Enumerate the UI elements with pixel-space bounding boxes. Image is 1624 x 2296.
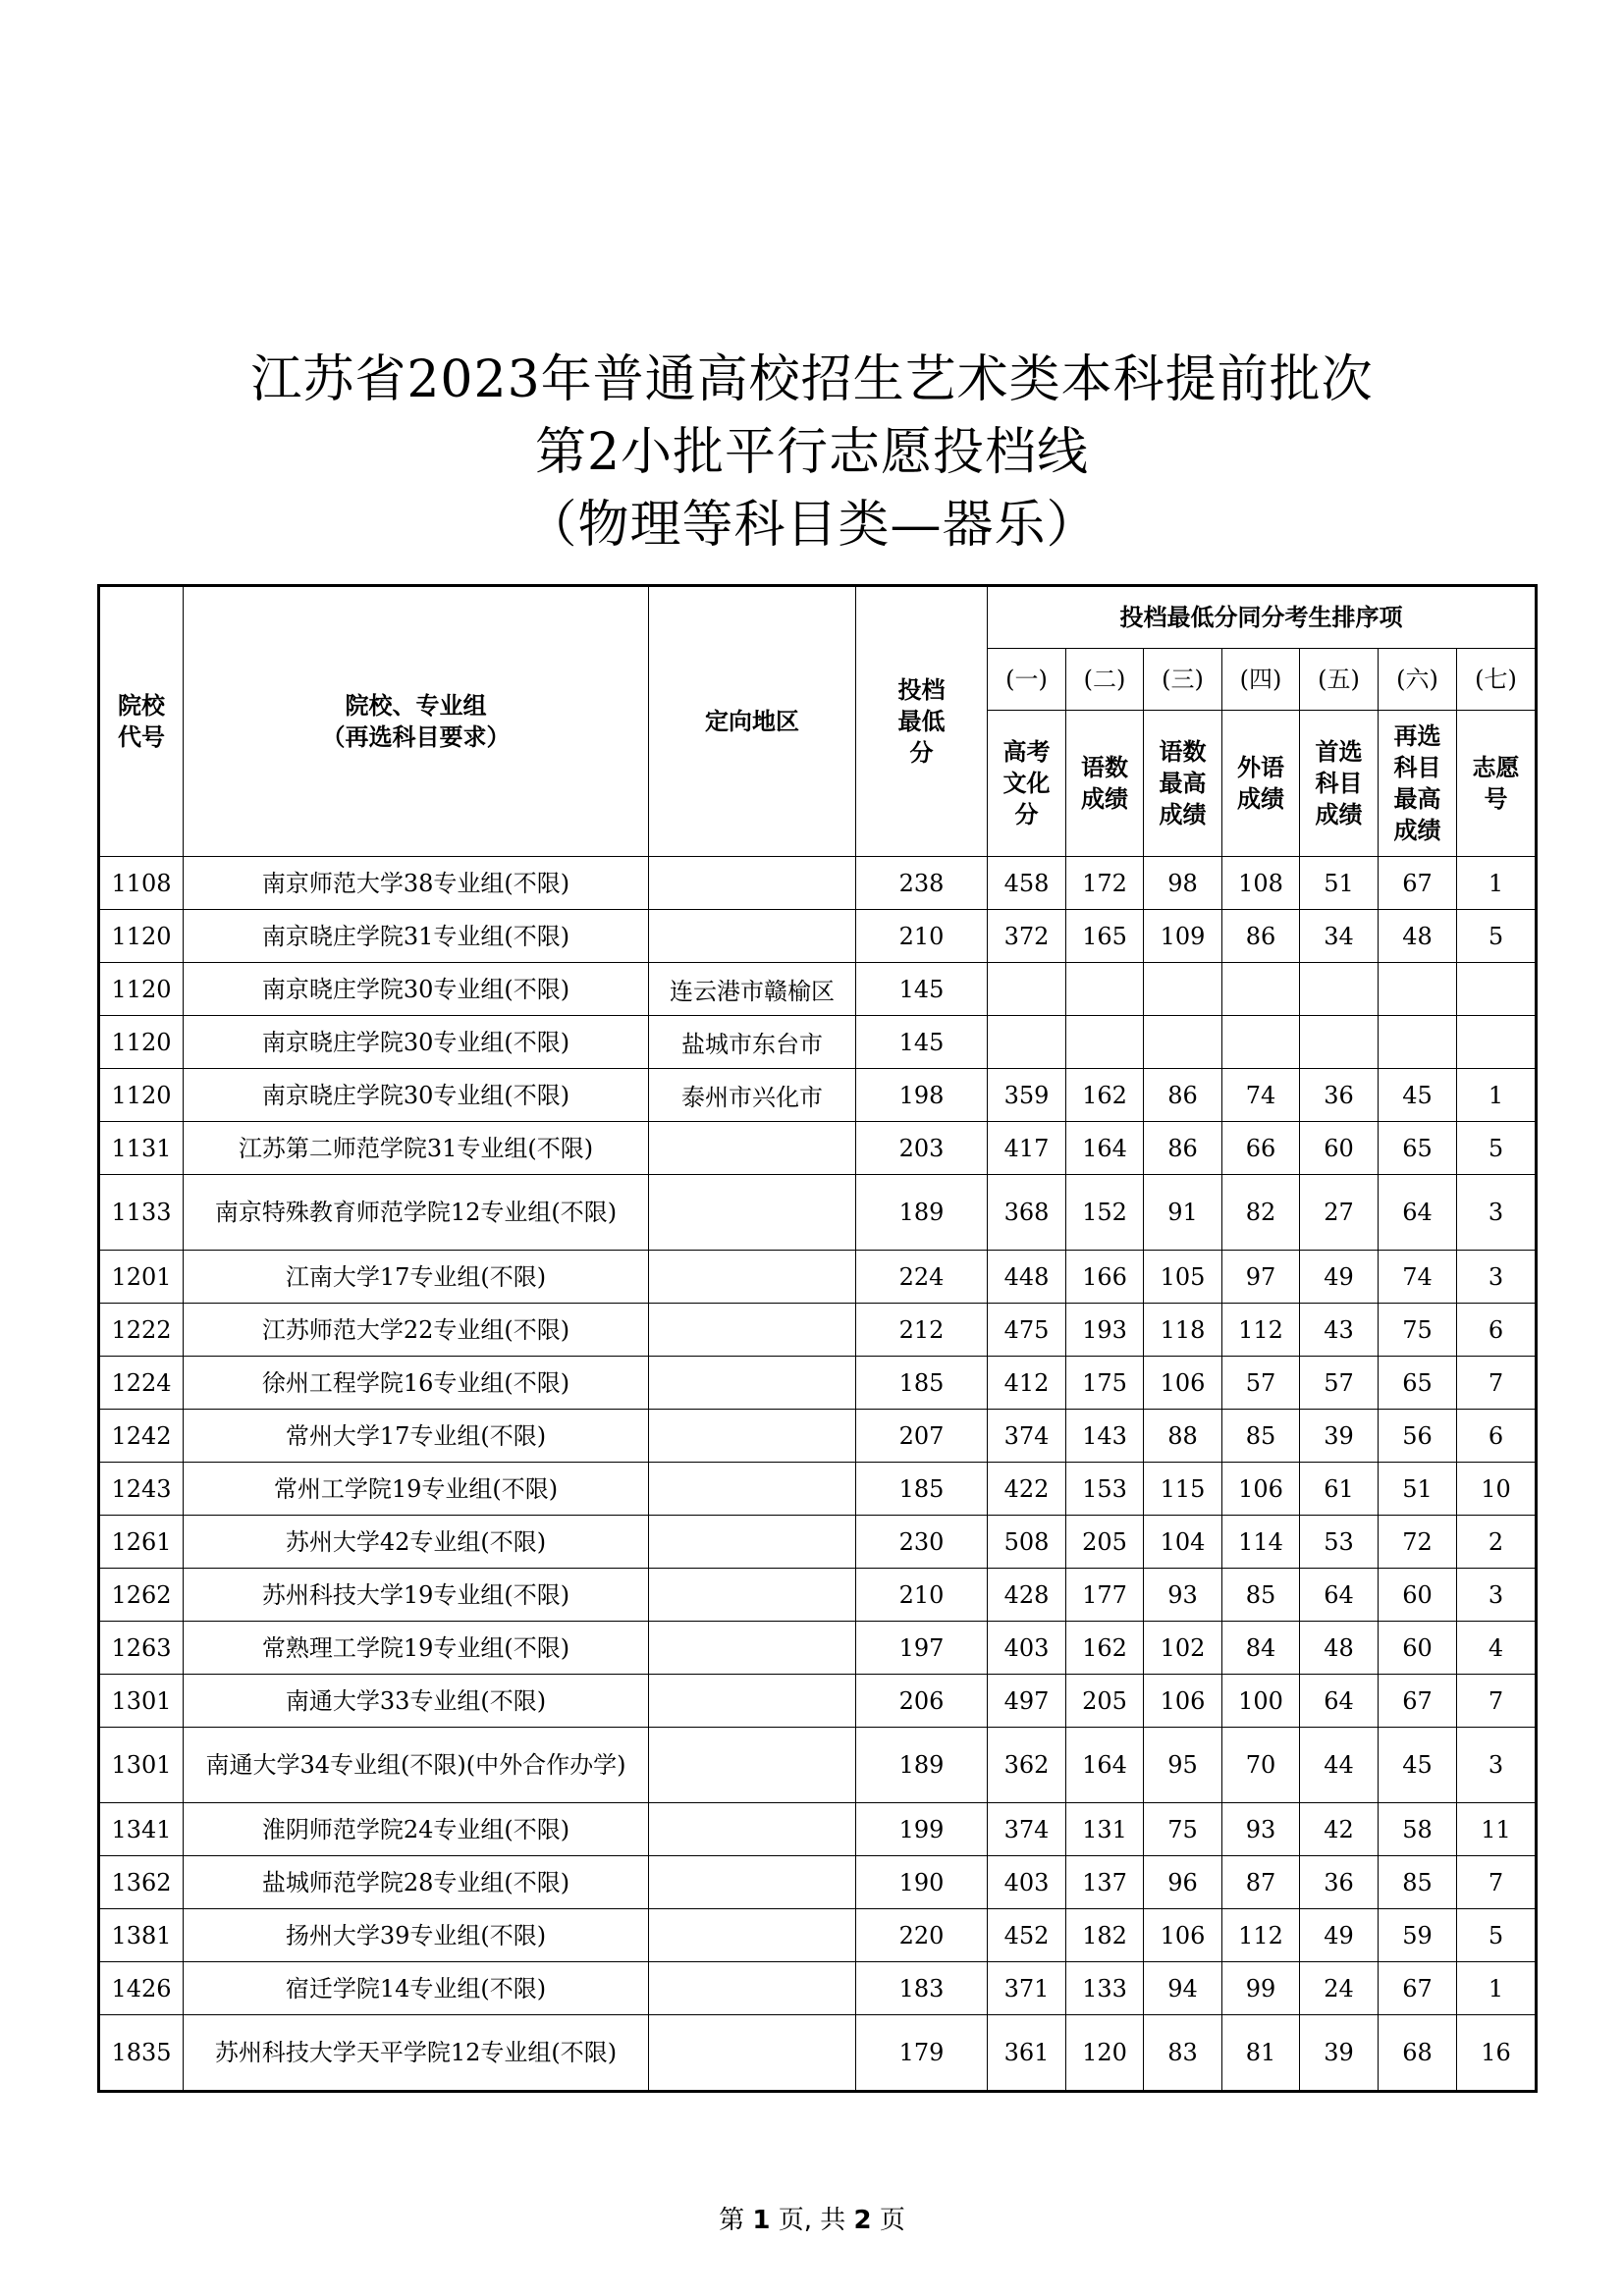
cell-first-subject: 49 xyxy=(1300,1251,1379,1304)
cell-reselect-max: 64 xyxy=(1379,1175,1457,1251)
cell-first-subject: 51 xyxy=(1300,857,1379,910)
cell-chinese-math: 137 xyxy=(1066,1856,1144,1909)
cell-foreign-lang: 87 xyxy=(1222,1856,1300,1909)
cell-code: 1243 xyxy=(99,1463,184,1516)
cell-name: 宿迁学院14专业组(不限) xyxy=(184,1962,649,2015)
cell-chinese-math: 164 xyxy=(1066,1122,1144,1175)
cell-preference-no: 1 xyxy=(1457,1962,1537,2015)
cell-foreign-lang: 114 xyxy=(1222,1516,1300,1569)
cell-region xyxy=(649,910,856,963)
cell-chinese-math: 120 xyxy=(1066,2015,1144,2092)
cell-chinese-math: 153 xyxy=(1066,1463,1144,1516)
header-sort-item-7: 志愿 号 xyxy=(1457,711,1537,857)
cell-code: 1222 xyxy=(99,1304,184,1357)
cell-gaokao-score: 361 xyxy=(988,2015,1066,2092)
cell-name: 南京晓庄学院30专业组(不限) xyxy=(184,1069,649,1122)
cell-first-subject xyxy=(1300,1016,1379,1069)
header-sort-num-4: (四) xyxy=(1222,649,1300,711)
cell-region xyxy=(649,1463,856,1516)
cell-preference-no: 1 xyxy=(1457,857,1537,910)
cell-code: 1301 xyxy=(99,1675,184,1728)
cell-foreign-lang: 81 xyxy=(1222,2015,1300,2092)
cell-chinese-math-max: 96 xyxy=(1144,1856,1222,1909)
cell-region xyxy=(649,1304,856,1357)
header-sort-num-6: (六) xyxy=(1379,649,1457,711)
cell-min-score: 212 xyxy=(856,1304,988,1357)
cell-reselect-max: 72 xyxy=(1379,1516,1457,1569)
cell-chinese-math-max xyxy=(1144,1016,1222,1069)
header-sort-group: 投档最低分同分考生排序项 xyxy=(988,586,1537,649)
cell-name: 扬州大学39专业组(不限) xyxy=(184,1909,649,1962)
cell-region xyxy=(649,1856,856,1909)
table-row xyxy=(99,1962,1537,2015)
cell-min-score: 190 xyxy=(856,1856,988,1909)
cell-preference-no: 7 xyxy=(1457,1675,1537,1728)
cell-reselect-max: 60 xyxy=(1379,1622,1457,1675)
cell-first-subject: 24 xyxy=(1300,1962,1379,2015)
header-sort-item-3: 语数 最高 成绩 xyxy=(1144,711,1222,857)
header-sort-item-4: 外语 成绩 xyxy=(1222,711,1300,857)
cell-name: 南京晓庄学院31专业组(不限) xyxy=(184,910,649,963)
cell-preference-no: 1 xyxy=(1457,1069,1537,1122)
cell-region xyxy=(649,1728,856,1803)
cell-first-subject: 39 xyxy=(1300,1410,1379,1463)
cell-gaokao-score: 508 xyxy=(988,1516,1066,1569)
cell-reselect-max: 59 xyxy=(1379,1909,1457,1962)
cell-reselect-max: 45 xyxy=(1379,1728,1457,1803)
cell-preference-no: 3 xyxy=(1457,1175,1537,1251)
cell-gaokao-score: 403 xyxy=(988,1622,1066,1675)
cell-preference-no: 7 xyxy=(1457,1357,1537,1410)
header-sort-num-7: (七) xyxy=(1457,649,1537,711)
cell-region xyxy=(649,2015,856,2092)
cell-first-subject: 36 xyxy=(1300,1069,1379,1122)
cell-chinese-math-max: 109 xyxy=(1144,910,1222,963)
cell-preference-no: 5 xyxy=(1457,910,1537,963)
cell-preference-no: 3 xyxy=(1457,1569,1537,1622)
cell-first-subject: 43 xyxy=(1300,1304,1379,1357)
cell-gaokao-score: 497 xyxy=(988,1675,1066,1728)
table-row xyxy=(99,1803,1537,1856)
cell-min-score: 207 xyxy=(856,1410,988,1463)
table-row xyxy=(99,1909,1537,1962)
cell-chinese-math: 152 xyxy=(1066,1175,1144,1251)
cell-foreign-lang xyxy=(1222,963,1300,1016)
cell-reselect-max: 45 xyxy=(1379,1069,1457,1122)
cell-code: 1835 xyxy=(99,2015,184,2092)
cell-first-subject: 39 xyxy=(1300,2015,1379,2092)
header-sort-item-2: 语数 成绩 xyxy=(1066,711,1144,857)
cell-gaokao-score: 475 xyxy=(988,1304,1066,1357)
cell-foreign-lang: 85 xyxy=(1222,1569,1300,1622)
header-sort-num-5: (五) xyxy=(1300,649,1379,711)
cell-first-subject: 48 xyxy=(1300,1622,1379,1675)
table-row xyxy=(99,1410,1537,1463)
cell-chinese-math xyxy=(1066,1016,1144,1069)
cell-reselect-max: 51 xyxy=(1379,1463,1457,1516)
cell-chinese-math-max: 88 xyxy=(1144,1410,1222,1463)
cell-chinese-math-max: 106 xyxy=(1144,1909,1222,1962)
cell-reselect-max: 65 xyxy=(1379,1357,1457,1410)
cell-code: 1301 xyxy=(99,1728,184,1803)
cell-reselect-max: 68 xyxy=(1379,2015,1457,2092)
cell-foreign-lang: 70 xyxy=(1222,1728,1300,1803)
cell-chinese-math: 193 xyxy=(1066,1304,1144,1357)
cell-region: 连云港市赣榆区 xyxy=(649,963,856,1016)
cell-chinese-math-max: 104 xyxy=(1144,1516,1222,1569)
table-row xyxy=(99,910,1537,963)
cell-chinese-math: 143 xyxy=(1066,1410,1144,1463)
cell-chinese-math: 177 xyxy=(1066,1569,1144,1622)
cell-chinese-math-max: 95 xyxy=(1144,1728,1222,1803)
cell-first-subject xyxy=(1300,963,1379,1016)
cell-first-subject: 60 xyxy=(1300,1122,1379,1175)
cell-first-subject: 64 xyxy=(1300,1569,1379,1622)
cell-gaokao-score: 374 xyxy=(988,1410,1066,1463)
cell-preference-no xyxy=(1457,1016,1537,1069)
table-row xyxy=(99,1675,1537,1728)
cell-chinese-math-max: 115 xyxy=(1144,1463,1222,1516)
cell-reselect-max: 67 xyxy=(1379,1675,1457,1728)
cell-chinese-math-max: 102 xyxy=(1144,1622,1222,1675)
cell-min-score: 220 xyxy=(856,1909,988,1962)
cell-first-subject: 36 xyxy=(1300,1856,1379,1909)
cell-chinese-math-max: 94 xyxy=(1144,1962,1222,2015)
cell-reselect-max: 65 xyxy=(1379,1122,1457,1175)
cell-foreign-lang xyxy=(1222,1016,1300,1069)
cell-reselect-max: 58 xyxy=(1379,1803,1457,1856)
cell-min-score: 179 xyxy=(856,2015,988,2092)
table-row xyxy=(99,963,1537,1016)
cell-region xyxy=(649,1516,856,1569)
cell-chinese-math-max: 86 xyxy=(1144,1122,1222,1175)
cell-foreign-lang: 82 xyxy=(1222,1175,1300,1251)
cell-min-score: 197 xyxy=(856,1622,988,1675)
table-row xyxy=(99,2015,1537,2092)
header-min-score: 投档 最低 分 xyxy=(856,586,988,857)
cell-name: 苏州大学42专业组(不限) xyxy=(184,1516,649,1569)
cell-preference-no: 2 xyxy=(1457,1516,1537,1569)
cell-chinese-math-max: 75 xyxy=(1144,1803,1222,1856)
cell-foreign-lang: 112 xyxy=(1222,1304,1300,1357)
cell-gaokao-score: 403 xyxy=(988,1856,1066,1909)
cell-code: 1381 xyxy=(99,1909,184,1962)
cell-code: 1261 xyxy=(99,1516,184,1569)
cell-name: 苏州科技大学19专业组(不限) xyxy=(184,1569,649,1622)
cell-first-subject: 57 xyxy=(1300,1357,1379,1410)
cell-reselect-max: 48 xyxy=(1379,910,1457,963)
cell-preference-no: 16 xyxy=(1457,2015,1537,2092)
cell-chinese-math: 164 xyxy=(1066,1728,1144,1803)
cell-chinese-math: 131 xyxy=(1066,1803,1144,1856)
cell-reselect-max: 56 xyxy=(1379,1410,1457,1463)
cell-code: 1263 xyxy=(99,1622,184,1675)
cell-min-score: 210 xyxy=(856,1569,988,1622)
cell-code: 1120 xyxy=(99,1016,184,1069)
header-region: 定向地区 xyxy=(649,586,856,857)
cell-reselect-max: 67 xyxy=(1379,857,1457,910)
cell-min-score: 189 xyxy=(856,1728,988,1803)
cell-code: 1262 xyxy=(99,1569,184,1622)
header-sort-item-6: 再选 科目 最高 成绩 xyxy=(1379,711,1457,857)
cell-chinese-math: 133 xyxy=(1066,1962,1144,2015)
cell-region xyxy=(649,1357,856,1410)
cell-foreign-lang: 112 xyxy=(1222,1909,1300,1962)
cell-chinese-math-max: 106 xyxy=(1144,1357,1222,1410)
cell-name: 常熟理工学院19专业组(不限) xyxy=(184,1622,649,1675)
cell-gaokao-score: 458 xyxy=(988,857,1066,910)
cell-code: 1341 xyxy=(99,1803,184,1856)
cell-name: 南通大学33专业组(不限) xyxy=(184,1675,649,1728)
cell-reselect-max xyxy=(1379,1016,1457,1069)
cell-chinese-math xyxy=(1066,963,1144,1016)
title-line-3: （物理等科目类—器乐） xyxy=(525,496,1099,555)
cell-code: 1108 xyxy=(99,857,184,910)
cell-name: 南京晓庄学院30专业组(不限) xyxy=(184,963,649,1016)
cell-code: 1131 xyxy=(99,1122,184,1175)
footer-text-c: 页 xyxy=(879,2206,905,2235)
cell-name: 南京晓庄学院30专业组(不限) xyxy=(184,1016,649,1069)
cell-name: 淮阴师范学院24专业组(不限) xyxy=(184,1803,649,1856)
footer-text-a: 第 xyxy=(719,2206,745,2235)
table-row xyxy=(99,1463,1537,1516)
cell-preference-no: 10 xyxy=(1457,1463,1537,1516)
cell-code: 1224 xyxy=(99,1357,184,1410)
cell-first-subject: 53 xyxy=(1300,1516,1379,1569)
cell-name: 南通大学34专业组(不限)(中外合作办学) xyxy=(184,1728,649,1803)
cell-gaokao-score: 412 xyxy=(988,1357,1066,1410)
cell-preference-no: 5 xyxy=(1457,1122,1537,1175)
cell-foreign-lang: 108 xyxy=(1222,857,1300,910)
footer-page-total: 2 xyxy=(853,2206,872,2235)
cell-preference-no xyxy=(1457,963,1537,1016)
cell-min-score: 199 xyxy=(856,1803,988,1856)
cell-first-subject: 44 xyxy=(1300,1728,1379,1803)
cell-min-score: 210 xyxy=(856,910,988,963)
cell-region xyxy=(649,1122,856,1175)
header-sort-item-5: 首选 科目 成绩 xyxy=(1300,711,1379,857)
cell-chinese-math-max: 105 xyxy=(1144,1251,1222,1304)
cell-reselect-max: 74 xyxy=(1379,1251,1457,1304)
cell-code: 1120 xyxy=(99,1069,184,1122)
cell-chinese-math: 165 xyxy=(1066,910,1144,963)
header-sort-num-1: (一) xyxy=(988,649,1066,711)
table-row xyxy=(99,1251,1537,1304)
admission-score-table xyxy=(97,584,1538,2093)
cell-region xyxy=(649,1909,856,1962)
cell-foreign-lang: 93 xyxy=(1222,1803,1300,1856)
cell-foreign-lang: 100 xyxy=(1222,1675,1300,1728)
cell-reselect-max xyxy=(1379,963,1457,1016)
cell-name: 江苏第二师范学院31专业组(不限) xyxy=(184,1122,649,1175)
cell-name: 常州大学17专业组(不限) xyxy=(184,1410,649,1463)
cell-chinese-math: 205 xyxy=(1066,1516,1144,1569)
cell-foreign-lang: 66 xyxy=(1222,1122,1300,1175)
table-row xyxy=(99,857,1537,910)
cell-min-score: 206 xyxy=(856,1675,988,1728)
cell-chinese-math: 182 xyxy=(1066,1909,1144,1962)
footer-text-b: 页, 共 xyxy=(778,2206,846,2235)
table-row xyxy=(99,1304,1537,1357)
cell-preference-no: 6 xyxy=(1457,1410,1537,1463)
cell-name: 南京师范大学38专业组(不限) xyxy=(184,857,649,910)
cell-reselect-max: 85 xyxy=(1379,1856,1457,1909)
cell-min-score: 145 xyxy=(856,1016,988,1069)
cell-preference-no: 3 xyxy=(1457,1728,1537,1803)
cell-name: 江苏师范大学22专业组(不限) xyxy=(184,1304,649,1357)
cell-first-subject: 42 xyxy=(1300,1803,1379,1856)
table-row xyxy=(99,1175,1537,1251)
table-row xyxy=(99,1122,1537,1175)
cell-reselect-max: 67 xyxy=(1379,1962,1457,2015)
cell-first-subject: 27 xyxy=(1300,1175,1379,1251)
cell-foreign-lang: 106 xyxy=(1222,1463,1300,1516)
cell-chinese-math: 162 xyxy=(1066,1622,1144,1675)
cell-code: 1242 xyxy=(99,1410,184,1463)
cell-region xyxy=(649,1962,856,2015)
cell-gaokao-score: 428 xyxy=(988,1569,1066,1622)
header-sort-item-1: 高考 文化 分 xyxy=(988,711,1066,857)
cell-code: 1362 xyxy=(99,1856,184,1909)
cell-preference-no: 7 xyxy=(1457,1856,1537,1909)
cell-code: 1201 xyxy=(99,1251,184,1304)
cell-preference-no: 5 xyxy=(1457,1909,1537,1962)
cell-first-subject: 34 xyxy=(1300,910,1379,963)
cell-first-subject: 61 xyxy=(1300,1463,1379,1516)
cell-region xyxy=(649,1175,856,1251)
cell-min-score: 238 xyxy=(856,857,988,910)
cell-gaokao-score: 372 xyxy=(988,910,1066,963)
cell-code: 1120 xyxy=(99,963,184,1016)
cell-region xyxy=(649,857,856,910)
title-line-2: 第2小批平行志愿投档线 xyxy=(534,423,1090,482)
table-row xyxy=(99,1728,1537,1803)
cell-gaokao-score xyxy=(988,963,1066,1016)
header-sort-num-3: (三) xyxy=(1144,649,1222,711)
cell-min-score: 183 xyxy=(856,1962,988,2015)
cell-code: 1133 xyxy=(99,1175,184,1251)
cell-region xyxy=(649,1569,856,1622)
cell-region xyxy=(649,1251,856,1304)
cell-reselect-max: 75 xyxy=(1379,1304,1457,1357)
cell-region: 盐城市东台市 xyxy=(649,1016,856,1069)
cell-name: 常州工学院19专业组(不限) xyxy=(184,1463,649,1516)
cell-first-subject: 49 xyxy=(1300,1909,1379,1962)
cell-name: 苏州科技大学天平学院12专业组(不限) xyxy=(184,2015,649,2092)
cell-gaokao-score: 368 xyxy=(988,1175,1066,1251)
cell-foreign-lang: 97 xyxy=(1222,1251,1300,1304)
cell-chinese-math-max: 93 xyxy=(1144,1569,1222,1622)
cell-min-score: 224 xyxy=(856,1251,988,1304)
cell-foreign-lang: 74 xyxy=(1222,1069,1300,1122)
cell-preference-no: 11 xyxy=(1457,1803,1537,1856)
cell-chinese-math-max xyxy=(1144,963,1222,1016)
cell-foreign-lang: 99 xyxy=(1222,1962,1300,2015)
header-code: 院校 代号 xyxy=(99,586,184,857)
cell-first-subject: 64 xyxy=(1300,1675,1379,1728)
cell-foreign-lang: 57 xyxy=(1222,1357,1300,1410)
cell-min-score: 189 xyxy=(856,1175,988,1251)
cell-gaokao-score xyxy=(988,1016,1066,1069)
cell-region xyxy=(649,1803,856,1856)
cell-gaokao-score: 417 xyxy=(988,1122,1066,1175)
table-row xyxy=(99,1569,1537,1622)
cell-min-score: 203 xyxy=(856,1122,988,1175)
cell-chinese-math: 162 xyxy=(1066,1069,1144,1122)
cell-preference-no: 4 xyxy=(1457,1622,1537,1675)
title-line-1: 江苏省2023年普通高校招生艺术类本科提前批次 xyxy=(250,350,1374,409)
cell-gaokao-score: 452 xyxy=(988,1909,1066,1962)
table-row xyxy=(99,1516,1537,1569)
cell-chinese-math-max: 118 xyxy=(1144,1304,1222,1357)
cell-foreign-lang: 84 xyxy=(1222,1622,1300,1675)
cell-min-score: 145 xyxy=(856,963,988,1016)
cell-chinese-math-max: 91 xyxy=(1144,1175,1222,1251)
cell-region xyxy=(649,1675,856,1728)
cell-preference-no: 3 xyxy=(1457,1251,1537,1304)
cell-foreign-lang: 85 xyxy=(1222,1410,1300,1463)
cell-chinese-math-max: 86 xyxy=(1144,1069,1222,1122)
cell-chinese-math: 205 xyxy=(1066,1675,1144,1728)
cell-name: 盐城师范学院28专业组(不限) xyxy=(184,1856,649,1909)
header-name: 院校、专业组 （再选科目要求） xyxy=(184,586,649,857)
cell-region xyxy=(649,1622,856,1675)
cell-min-score: 230 xyxy=(856,1516,988,1569)
cell-gaokao-score: 359 xyxy=(988,1069,1066,1122)
cell-region xyxy=(649,1410,856,1463)
table-row xyxy=(99,1622,1537,1675)
cell-chinese-math: 166 xyxy=(1066,1251,1144,1304)
cell-min-score: 185 xyxy=(856,1463,988,1516)
header-sort-num-2: (二) xyxy=(1066,649,1144,711)
cell-region: 泰州市兴化市 xyxy=(649,1069,856,1122)
cell-chinese-math-max: 83 xyxy=(1144,2015,1222,2092)
cell-preference-no: 6 xyxy=(1457,1304,1537,1357)
cell-gaokao-score: 374 xyxy=(988,1803,1066,1856)
document-title xyxy=(0,344,1624,561)
cell-chinese-math-max: 106 xyxy=(1144,1675,1222,1728)
cell-name: 徐州工程学院16专业组(不限) xyxy=(184,1357,649,1410)
table-row xyxy=(99,1357,1537,1410)
cell-gaokao-score: 448 xyxy=(988,1251,1066,1304)
footer-page-current: 1 xyxy=(752,2206,771,2235)
cell-chinese-math: 172 xyxy=(1066,857,1144,910)
table-row xyxy=(99,1856,1537,1909)
page-footer xyxy=(0,2200,1624,2236)
cell-reselect-max: 60 xyxy=(1379,1569,1457,1622)
cell-name: 江南大学17专业组(不限) xyxy=(184,1251,649,1304)
cell-code: 1120 xyxy=(99,910,184,963)
cell-min-score: 198 xyxy=(856,1069,988,1122)
cell-min-score: 185 xyxy=(856,1357,988,1410)
cell-gaokao-score: 422 xyxy=(988,1463,1066,1516)
table-row xyxy=(99,1016,1537,1069)
cell-chinese-math-max: 98 xyxy=(1144,857,1222,910)
cell-gaokao-score: 362 xyxy=(988,1728,1066,1803)
cell-foreign-lang: 86 xyxy=(1222,910,1300,963)
cell-name: 南京特殊教育师范学院12专业组(不限) xyxy=(184,1175,649,1251)
table-row xyxy=(99,1069,1537,1122)
cell-chinese-math: 175 xyxy=(1066,1357,1144,1410)
cell-gaokao-score: 371 xyxy=(988,1962,1066,2015)
cell-code: 1426 xyxy=(99,1962,184,2015)
